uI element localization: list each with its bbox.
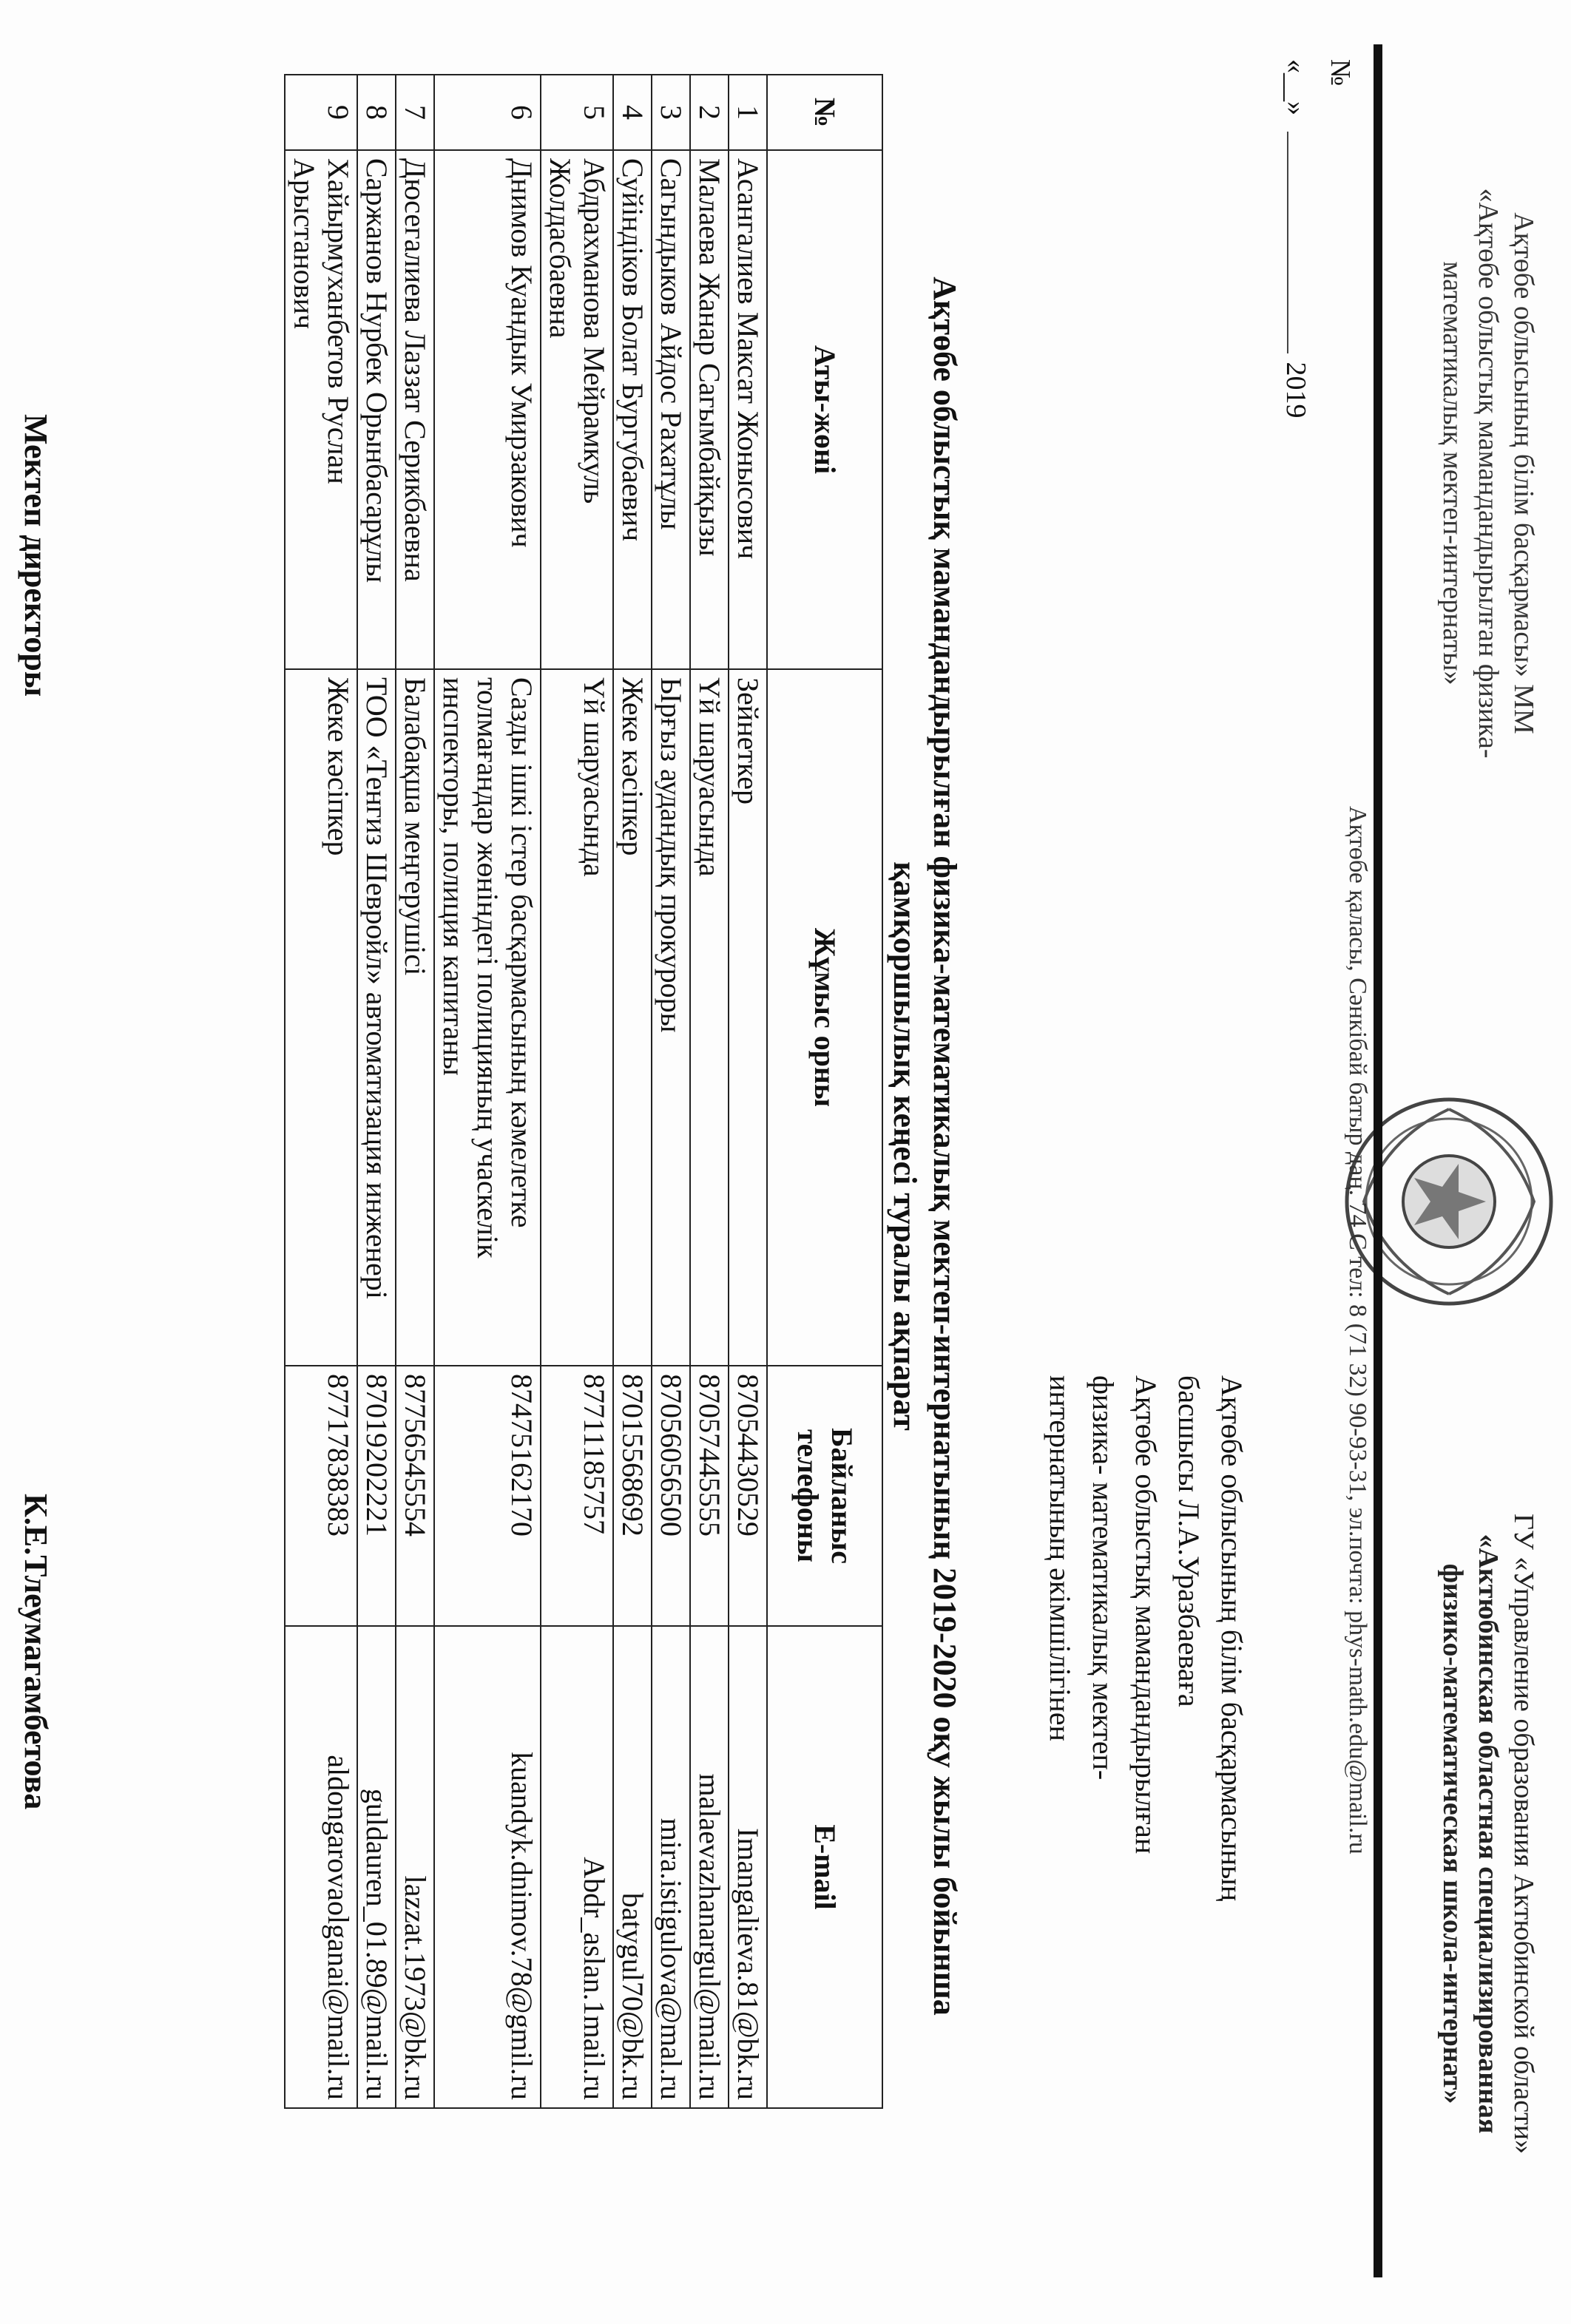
letterhead-russian (1435, 1427, 1541, 2240)
letterhead-ru-line-3: физико-математическая школа-интернат» (1437, 1563, 1468, 2104)
signatory-position: Мектеп директоры (18, 414, 54, 697)
cell-email: kuandyk.dnimov.78@gmil.ru (434, 1626, 541, 2108)
cell-email: batygul70@bk.ru (613, 1626, 652, 2108)
cell-work: Жеке кәсіпкер (613, 669, 652, 1366)
cell-name: Суйіндіков Болат Бургубаевич (613, 150, 652, 669)
cell-work: Балабақша меңгерушісі (396, 669, 434, 1366)
table-row (434, 75, 541, 2108)
addressee-line: физика- математикалық мектеп- (1087, 1375, 1120, 1781)
cell-num: 7 (396, 75, 434, 150)
cell-num: 6 (434, 75, 541, 150)
letterhead-kz-line-1: Ақтөбе облысының білім басқармасы» ММ (1508, 212, 1539, 734)
letterhead-ru-line-1: ГУ «Управление образования Актюбинской области» (1508, 1513, 1539, 2155)
column-header-email: E-mail (767, 1626, 882, 2108)
cell-num: 5 (541, 75, 613, 150)
cell-name: Асангалиев Максат Жонысович (729, 150, 767, 669)
cell-email: guldauren_01.89@mail.ru (357, 1626, 396, 2108)
cell-email: Imangalieva.81@bk.ru (729, 1626, 767, 2108)
cell-work: ТОО «Тенгиз Шевройл» автоматизация инженері (357, 669, 396, 1366)
cell-phone: 87015568692 (613, 1366, 652, 1626)
column-header-num: № (767, 75, 882, 150)
cell-name: Сагындыков Айдос Рахатұлы (652, 150, 690, 669)
cell-name: Дюсегалиева Лаззат Серикбаевна (396, 150, 434, 669)
cell-work: Ырғыз аудандық прокуроры (652, 669, 690, 1366)
table-row (729, 75, 767, 2108)
cell-name: Саржанов Нурбек Орынбасарұлы (357, 150, 396, 669)
table-row (396, 75, 434, 2108)
contact-address: Ақтөбе қаласы, Сәнкібай батыр даң. 74 С тел: 8 (71 32) 90-93-31, эл.почта: phys-math.edu@mail.ru (1344, 806, 1371, 1854)
reference-number: № (1325, 59, 1356, 87)
document-title (885, 148, 964, 2144)
reference-date-prefix: «__» (1280, 59, 1311, 123)
cell-work: Зейнеткер (729, 669, 767, 1366)
document-title-line-1: Ақтөбе облыстық мамандандырылған физика-математикалық мектеп-интернатының 2019-2020 оқу жылы бойынша (927, 277, 963, 2016)
table-row (357, 75, 396, 2108)
cell-phone: 87711185757 (541, 1366, 613, 1626)
addressee-line: интернатының әкімшілігінен (1044, 1375, 1077, 1741)
table-row (652, 75, 690, 2108)
cell-work: Сазды ішкі істер басқармасының кәмелетке толмағандар жөніндегі полицияның учаскелік инспекторы, полиция капитаны (434, 669, 541, 1366)
cell-num: 4 (613, 75, 652, 150)
column-header-name: Аты-жөні (767, 150, 882, 669)
cell-email: lazzat.1973@bk.ru (396, 1626, 434, 2108)
letterhead-ru-line-2: «Актюбинская областная специализированная (1473, 1534, 1504, 2134)
column-header-phone: Байланыс телефоны (767, 1366, 882, 1626)
date-blank-line (1287, 132, 1288, 353)
cell-email: mira.istigulova@mal.ru (652, 1626, 690, 2108)
letterhead-kz-line-3: математикалық мектеп-интернаты» (1437, 261, 1468, 685)
cell-phone: 87475162170 (434, 1366, 541, 1626)
document-title-line-2: қамқоршылық кеңесі туралы ақпарат (887, 861, 923, 1431)
cell-name: Днимов Куандык Умирзакович (434, 150, 541, 669)
table-row (285, 75, 357, 2108)
board-members-table (284, 74, 883, 2109)
letterhead-kazakh (1435, 155, 1541, 791)
table-row (541, 75, 613, 2108)
cell-work: Үй шаруасында (541, 669, 613, 1366)
cell-name: Малаева Жанар Сагымбайқызы (690, 150, 729, 669)
reference-date-year: 2019 (1280, 362, 1311, 419)
cell-num: 9 (285, 75, 357, 150)
addressee-line: басшысы Л.А.Уразбаеваға (1172, 1375, 1206, 1707)
cell-email: malaevazhanargul@mail.ru (690, 1626, 729, 2108)
cell-phone: 87019202221 (357, 1366, 396, 1626)
cell-num: 2 (690, 75, 729, 150)
cell-name: Хайырмуханбетов Руслан Арыстанович (285, 150, 357, 669)
cell-phone: 87717838383 (285, 1366, 357, 1626)
table-row (613, 75, 652, 2108)
cell-email: Abdr_aslan.1mail.ru (541, 1626, 613, 2108)
cell-email: aldongarovaolganai@mail.ru (285, 1626, 357, 2108)
cell-phone: 87054430529 (729, 1366, 767, 1626)
cell-num: 8 (357, 75, 396, 150)
reference-date (1280, 59, 1312, 419)
addressee-line: Ақтөбе облыстық мамандандырылған (1129, 1375, 1163, 1854)
cell-num: 3 (652, 75, 690, 150)
cell-name: Абдрахманова Мейрамкуль Жолдасбаевна (541, 150, 613, 669)
cell-phone: 87057445555 (690, 1366, 729, 1626)
cell-num: 1 (729, 75, 767, 150)
cell-work: Жеке кәсіпкер (285, 669, 357, 1366)
letterhead-divider (1374, 44, 1382, 2277)
cell-phone: 87756545554 (396, 1366, 434, 1626)
cell-work: Үй шаруасында (690, 669, 729, 1366)
table-header-row (767, 75, 882, 2108)
addressee-block (1038, 1375, 1253, 2011)
addressee-line: Ақтөбе облысының білім басқармасының (1215, 1375, 1249, 1902)
column-header-work: Жұмыс орны (767, 669, 882, 1366)
letterhead-kz-line-2: «Ақтөбе облыстық мамандандырылған физика- (1473, 188, 1504, 759)
table-row (690, 75, 729, 2108)
cell-phone: 87056056500 (652, 1366, 690, 1626)
signatory-name: К.Е.Тлеумагамбетова (18, 1494, 54, 1810)
